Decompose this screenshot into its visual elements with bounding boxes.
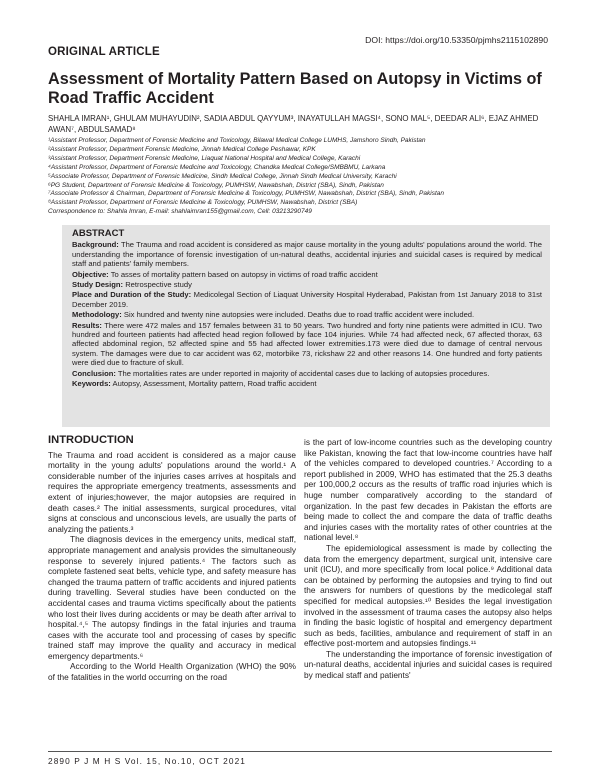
intro-paragraph-1: The Trauma and road accident is considered as a major cause mortality in the young adults' populations around the world.¹ A considerable number of the injuries cases arrives at hospitals and requires the appropriate emergency treatments, assessments and extent of injuries;however, the major autopsies are required in death cases.² The initial assessments, surgical procedures, vital signs at conscious and unconscious levels, are usually the parts of analyzing the patients.³: [48, 449, 296, 534]
footer-divider: [48, 751, 552, 752]
intro-paragraph-3: According to the World Health Organization (WHO) the 90% of the fatalities in the world occurring on the road: [48, 661, 296, 683]
affiliation-1: ¹Assistant Professor, Department of Forensic Medicine and Toxicology, Bilawal Medical College LUMHS, Jamshoro Sindh, Pakistan: [48, 137, 426, 144]
abstract-heading: ABSTRACT: [72, 228, 125, 239]
abstract-conclusion: Conclusion: The mortalities rates are under reported in majority of accidental cases due to lacking of autopsies procedures.: [72, 368, 490, 378]
abstract-keywords: Keywords: Autopsy, Assessment, Mortality pattern, Road traffic accident: [72, 379, 317, 389]
page-footer: 2890 P J M H S Vol. 15, No.10, OCT 2021: [48, 756, 247, 766]
intro-paragraph-2: The diagnosis devices in the emergency units, medical staff, appropriate management and analysis provides the simultaneously response to severely injured patients.⁴ The factors such as complete fastened seat belts, vehicle type, and safety measure has changed the trauma pattern of traffic accidents and injured patients during travelling. Several studies have been conducted on the accidental cases and trauma victims specifically about the patients who lost their lives during accidents or may be death after arrival to hospital.⁴,⁵ The autopsy findings in the fatal injuries and trauma cases with the accurate tool and processing of cases by specific trained staff may improve the quality and accuracy in medical emergency departments.⁶: [48, 534, 296, 661]
abstract-methodology: Methodology: Six hundred and twenty nine autopsies were included. Deaths due to road traffic accident were included.: [72, 310, 475, 320]
affiliation-6: ⁶PG Student, Department of Forensic Medicine & Toxicology, PUMHSW, Nawabshah, District (SBA), Sindh, Pakistan: [48, 181, 384, 189]
affiliation-4: ⁴Assistant Professor, Department of Forensic Medicine and Toxicology, Chandka Medical College/SMBBMU, Larkana: [48, 163, 386, 171]
affiliation-8: ⁸Assistant Professor, Department of Forensic Medicine & Toxicology, PUMHSW, Nawabshah, District (SBA): [48, 199, 358, 207]
abstract-results: Results: There were 472 males and 157 females between 31 to 50 years. Two hundred and forty nine patients were admitted in ICU. Two hundred and fourteen patients had affected head region followed by face 104 injuries. While 74 had affected neck, 67 affected thorax, 63 affected abdominal region, 52 affected spine and 55 had affected lower extremities.173 were died due to damage of central nervous system. The damages were due to car accident was 62, motorbike 73, rickshaw 22 and other reasons 14. One hundred and forty patients were died due to fracture of skull.: [72, 320, 542, 368]
intro-paragraph-3-continued: is the part of low-income countries such as the developing country like Pakistan, knowing the fact that low-income countries have half of the vehicles compared to developed countries.⁷ According to a report published in 2009, WHO has estimated that the 25.3 deaths per 100,000,2 occurs as the results of traffic road injuries which is huge number comparatively according to the standard of organization. In the past few decades in Pakistan the efforts are being made to collect the and compare the data of traffic deaths and injuries cases with the mortality rates of other countries at the national level.⁸: [304, 437, 552, 543]
section-label: ORIGINAL ARTICLE: [48, 46, 160, 58]
doi-link[interactable]: DOI: https://doi.org/10.53350/pjmhs2115102890: [365, 35, 548, 45]
abstract-place: Place and Duration of the Study: Medicolegal Section of Liaquat University Hospital Hyderabad, Pakistan from 1st January 2018 to 31st December 2019.: [72, 290, 542, 309]
abstract-objective: Objective: To asses of mortality pattern based on autopsy in victims of road traffic accident: [72, 269, 378, 279]
abstract-box: [62, 225, 550, 427]
affiliation-7: ⁷Associate Professor & Chairman, Department of Forensic Medicine & Toxicology, PUMHSW, Nawabshah, District (SBA), Sindh, Pakistan: [48, 190, 444, 198]
correspondence: Correspondence to: Shahla Imran, E-mail: shahlaimran155@gmail.com, Cell: 03213290749: [48, 208, 312, 216]
introduction-heading: INTRODUCTION: [48, 434, 134, 446]
affiliation-2: ²Assistant Professor, Department Forensic Medicine, Jinnah Medical College Peshawar, KPK: [48, 145, 316, 153]
abstract-design: Study Design: Retrospective study: [72, 280, 192, 290]
affiliation-3: ³Assistant Professor, Department Forensic Medicine, Liaquat National Hospital and Medical College, Karachi: [48, 154, 361, 162]
intro-paragraph-5: The understanding the importance of forensic investigation of un-natural deaths, accidental injuries and suicidal cases is required by medical staff and patients': [304, 648, 552, 681]
right-column: [304, 437, 552, 681]
abstract-background: Background: The Trauma and road accident is considered as major cause mortality in the young adults' populations around the world. The understanding the importance of forensic investigation of un-natural deaths, accidental injuries and suicidal cases is required by medical staff and patients' family members.: [72, 240, 542, 269]
article-title: Assessment of Mortality Pattern Based on Autopsy in Victims of Road Traffic Accident: [48, 70, 542, 107]
intro-paragraph-4: The epidemiological assessment is made by collecting the data from the emergency department, surgical unit, intensive care unit (ICU), and more specifically from local police.⁹ Additional data can be obtained by performing the autopsies and trying to find out the answers for numbers of questions by the medicolegal staff specified for medical autopsies.¹⁰ Besides the legal investigation involved in the assessment of trauma cases the autopsy also helps in finding the basic logistic of hospital and emergency department such as beds, facilities, ambulance and requirement of staff in an effective post-mortem and autopsies findings.¹¹: [304, 542, 552, 649]
left-column: [48, 435, 296, 683]
author-list: SHAHLA IMRAN¹, GHULAM MUHAYUDIN², SADIA ABDUL QAYYUM³, INAYATULLAH MAGSI⁴, SONO MAL⁵, DEEDAR ALI⁶, EJAZ AHMED AWAN⁷, ABDULSAMAD⁸: [48, 114, 539, 134]
affiliation-5: ⁵Associate Professor, Department of Forensic Medicine, Sindh Medical College, Jinnah Sindh Medical University, Karachi: [48, 172, 397, 180]
affiliations: [48, 137, 568, 217]
